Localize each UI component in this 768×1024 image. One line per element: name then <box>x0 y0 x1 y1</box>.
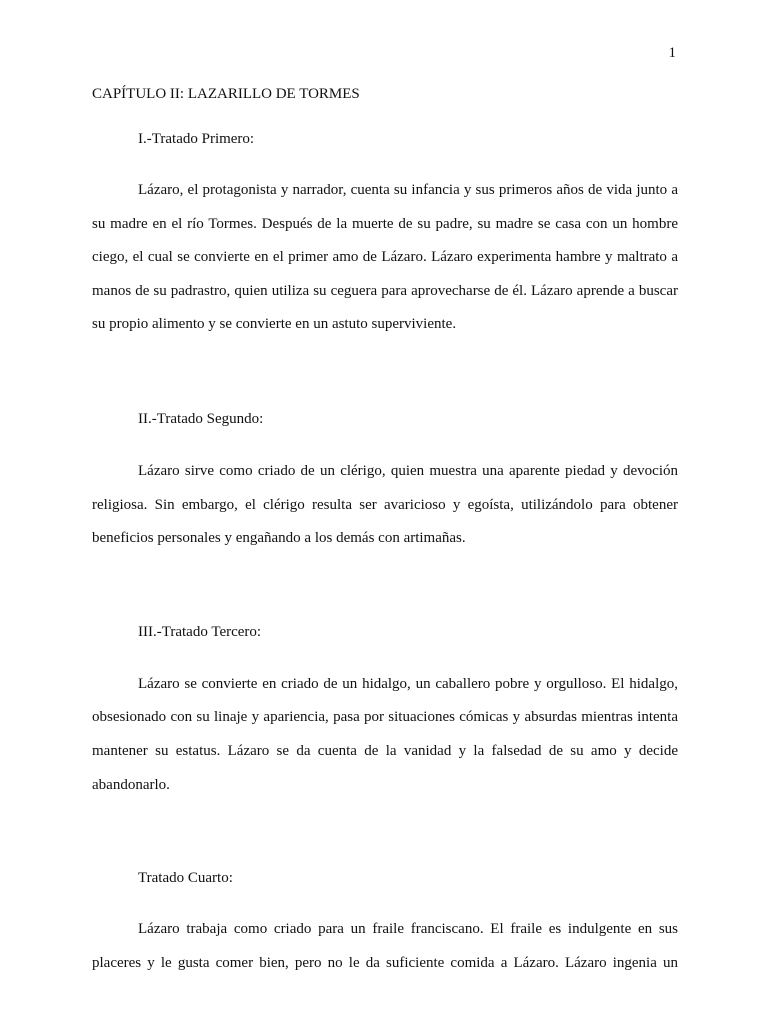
section-paragraph-3: Lázaro se convierte en criado de un hidalgo, un caballero pobre y orgulloso. El hidalgo, obsesionado con su linaje y apariencia, pasa por situaciones cómicas y absurdas mientras intenta mantener su estatus. Lázaro se da cuenta de la vanidad y la falsedad de su amo y decide abandonarlo. <box>92 675 678 793</box>
section-paragraph-4: Lázaro trabaja como criado para un fraile franciscano. El fraile es indulgente en sus placeres y le gusta comer bien, pero no le da suficiente comida a Lázaro. Lázaro ingenia un <box>92 921 678 971</box>
page-number: 1 <box>668 45 676 61</box>
section-heading-2: II.-Tratado Segundo: <box>138 410 264 427</box>
section-heading-4: Tratado Cuarto: <box>138 870 233 887</box>
document-body <box>92 85 678 980</box>
section-paragraph-1: Lázaro, el protagonista y narrador, cuenta su infancia y sus primeros años de vida junto a su madre en el río Tormes. Después de la muerte de su padre, su madre se casa con un hombre ciego, el cual se convierte en el primer amo de Lázaro. Lázaro experimenta hambre y maltrato a manos de su padrastro, quien utiliza su ceguera para aprovecharse de él. Lázaro aprende a buscar su propio alimento y se convierte en un astuto superviviente. <box>92 182 678 333</box>
chapter-title: CAPÍTULO II: LAZARILLO DE TORMES <box>92 86 360 102</box>
section-heading-3: III.-Tratado Tercero: <box>138 623 262 640</box>
section-heading-1: I.-Tratado Primero: <box>138 131 255 147</box>
section-paragraph-2: Lázaro sirve como criado de un clérigo, quien muestra una aparente piedad y devoción religiosa. Sin embargo, el clérigo resulta ser avaricioso y egoísta, utilizándolo para obtener beneficios personales y engañando a los demás con artimañas. <box>92 462 678 547</box>
